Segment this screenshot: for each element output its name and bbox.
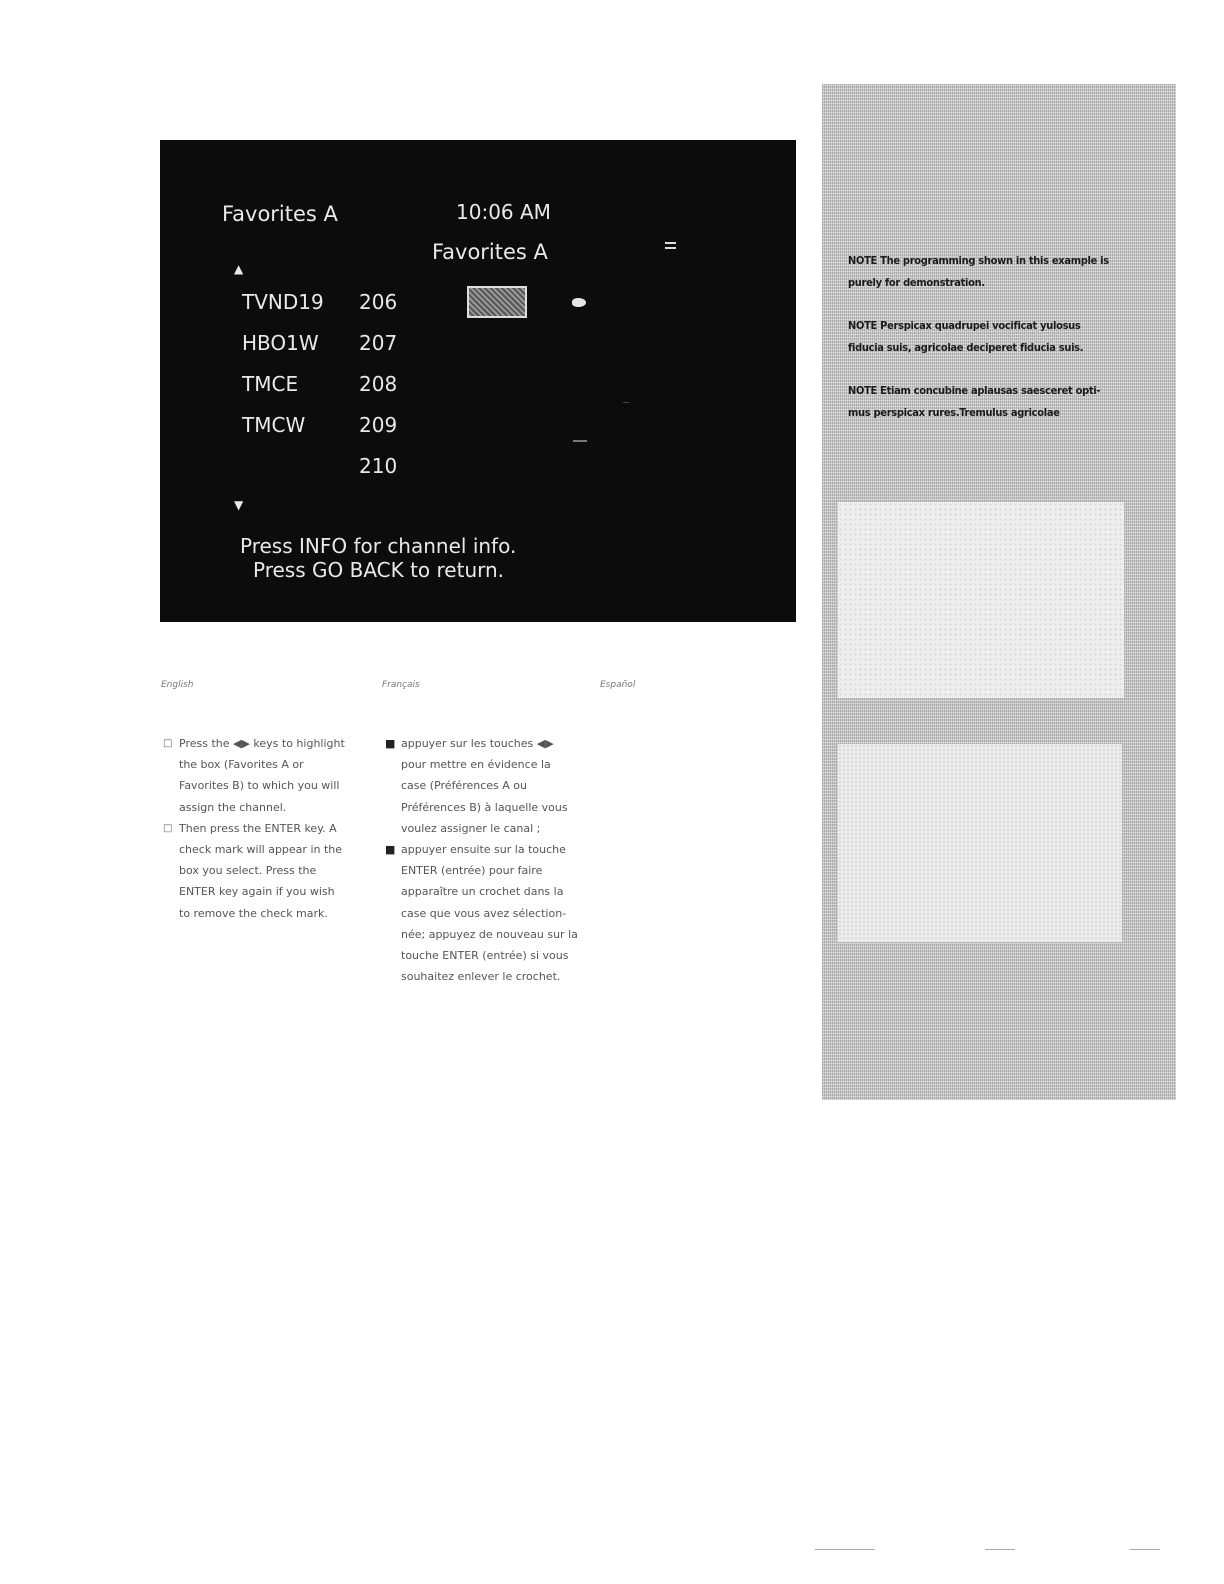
scan-artifact [1130,1549,1160,1550]
menu-icon [665,242,676,252]
channel-number: 206 [359,290,398,314]
step-bullet: ■ [385,737,396,750]
step-line: Then press the ENTER key. A [179,821,337,835]
channel-number: 208 [359,372,398,396]
step-line: ENTER key again if you wish [179,885,335,899]
scroll-down-icon[interactable]: ▼ [234,498,244,512]
instruction-step [385,839,595,987]
step-line: apparaître un crochet dans la [401,885,564,899]
instruction-step [163,733,363,818]
favorites-list-title: Favorites A [222,202,338,226]
channel-name: TVND19 [242,290,324,314]
channel-number: 207 [359,331,398,355]
sidebar-panel [838,502,1124,698]
step-bullet: □ [163,738,173,749]
step-line: to remove the check mark. [179,906,328,920]
step-line: voulez assigner le canal ; [401,821,541,835]
step-line: assign the channel. [179,800,287,814]
step-line: ENTER (entrée) pour faire [401,864,543,878]
footer-back-hint: Press GO BACK to return. [253,558,505,582]
screen-artifact [623,402,629,403]
channel-name: TMCE [242,372,299,396]
step-line: appuyer sur les touches ◀▶ [401,737,554,750]
favorites-checkbox[interactable] [467,286,527,318]
note-text: NOTE The programming shown in this example is purely for demonstration. [848,254,1109,289]
instruction-step [163,818,363,924]
scan-artifact [985,1549,1015,1550]
step-line: née; appuyez de nouveau sur la [401,927,578,941]
notes-sidebar [822,84,1176,1100]
pointer-icon [572,298,586,307]
language-header-english: English [161,680,194,690]
note-text: NOTE Perspicax quadrupei vocificat yulosus fiducia suis, agricolae deciperet fiducia suis. [848,319,1084,354]
step-line: the box (Favorites A or [179,758,304,772]
language-header-spanish: Español [600,680,636,690]
step-bullet: □ [163,822,173,834]
clock: 10:06 AM [456,200,551,224]
step-line: case que vous avez sélection- [401,906,567,920]
sidebar-panel [838,744,1122,942]
step-line: check mark will appear in the [179,843,343,857]
step-line: Press the ◀▶ keys to highlight [179,737,345,750]
scan-artifact [815,1549,875,1550]
step-bullet: ■ [385,843,396,857]
favorites-panel-title: Favorites A [432,240,548,264]
step-line: Favorites B) to which you will [179,779,340,793]
channel-number: 210 [359,454,398,478]
footer-info-hint: Press INFO for channel info. [240,534,517,558]
french-instructions [385,733,595,987]
instruction-step [385,733,595,839]
screen-artifact [573,440,587,442]
channel-name: HBO1W [242,331,319,355]
english-instructions [163,733,363,924]
screen-footer [240,534,516,582]
channel-name: TMCW [242,413,306,437]
step-line: box you select. Press the [179,864,317,878]
scroll-up-icon[interactable]: ▲ [234,262,244,276]
step-line: pour mettre en évidence la [401,758,551,772]
tv-screen [160,140,796,622]
step-line: case (Préférences A ou [401,779,527,793]
step-line: appuyer ensuite sur la touche [401,843,566,857]
language-header-french: Français [382,680,420,690]
channel-number: 209 [359,413,398,437]
notes-list [848,250,1118,445]
note-text: NOTE Etiam concubine aplausas saesceret opti-mus perspicax rures.Tremulus agricolae [848,384,1101,419]
step-line: touche ENTER (entrée) si vous [401,949,569,963]
step-line: souhaitez enlever le crochet. [401,970,561,984]
step-line: Préférences B) à laquelle vous [401,800,568,814]
